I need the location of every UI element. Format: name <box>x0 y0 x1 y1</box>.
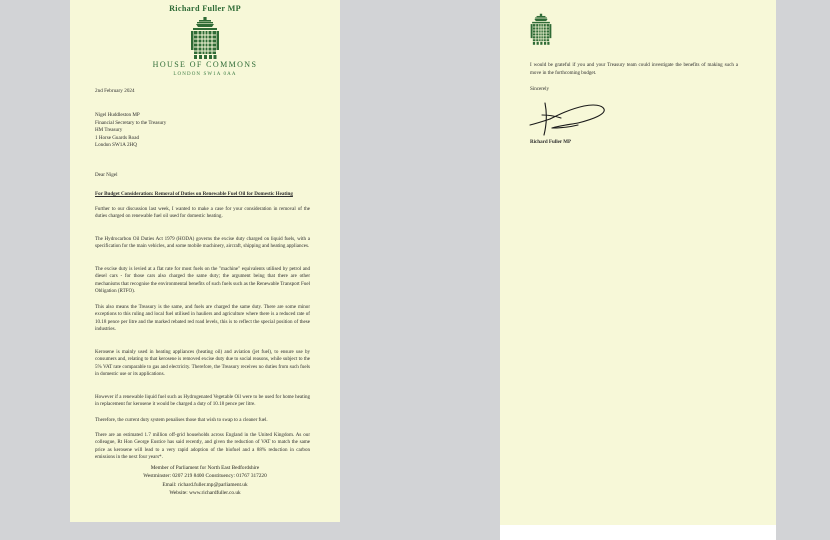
addressee-line: Nigel Huddleston MP <box>95 112 140 118</box>
viewer-background-right <box>776 0 830 540</box>
letter-signer-name: Richard Fuller MP <box>530 139 572 145</box>
letter-paragraph: I would be grateful if you and your Treasury team could investigate the benefits of making such a move in the forthcoming budget. <box>530 62 738 76</box>
document-page-1[interactable] <box>70 0 340 522</box>
portcullis-crest-icon <box>524 12 558 48</box>
footer-website[interactable]: Website: www.richardfuller.co.uk <box>169 490 241 497</box>
letter-addressee-block <box>95 112 310 150</box>
addressee-line: 1 Horse Guards Road <box>95 134 139 141</box>
letterhead-address: LONDON SW1A 0AA <box>173 72 237 77</box>
letter-subject-line: For Budget Consideration: Removal of Duties on Renewable Fuel Oil for Domestic Heating <box>95 191 293 197</box>
viewer-background-bottom <box>70 522 340 540</box>
letter-paragraph: Therefore, the current duty system penalises those that wish to swap to a cleaner fuel. <box>95 417 268 423</box>
handwritten-signature <box>528 95 638 137</box>
document-page-2[interactable] <box>500 0 776 525</box>
letter-paragraph: However if a renewable liquid fuel such as Hydrogenated Vegetable Oil were to be used for home heating in replacement for kerosene it would be charged a duty of 10.18 pence per litre. <box>95 394 310 408</box>
viewer-background-left <box>0 0 70 540</box>
letter-signoff: Sincerely <box>530 86 550 92</box>
letterhead-footer-contact <box>80 464 330 498</box>
addressee-line: London SW1A 2HQ <box>95 142 137 149</box>
letter-paragraph: There are an estimated 1.7 million off-grid households across England in the United Kingdom. As our colleague, Rt Hon George Eustice has said recently, and given the reduction of VAT to match the same price as kerosene will lead to a very rapid adoption of the biofuel and a 88% reduction in carbon emissions in the next four years*. <box>95 432 310 461</box>
letter-date: 2nd February 2024 <box>95 88 135 94</box>
letter-paragraph: The Hydrocarbon Oil Duties Act 1979 (HODA) governs the excise duty charged on liquid fuels, with a specification for the main vehicles, and some mobile machinery, aircraft, shipping and heating appliances. <box>95 236 310 250</box>
addressee-line: HM Treasury <box>95 127 123 134</box>
letterhead-institution: HOUSE OF COMMONS <box>152 60 258 69</box>
portcullis-crest-icon <box>182 16 228 62</box>
letterhead-mp-name: Richard Fuller MP <box>169 4 241 13</box>
footer-email[interactable]: Email: richard.fuller.mp@parliament.uk <box>162 481 248 488</box>
letter-paragraph: Kerosene is mainly used in heating appliances (heating oil) and aviation (jet fuel), to ensure use by consumers and, relating to that kerosene is removed excise duty due to social reasons, while subject to the 5% VAT rate comparable to gas and electricity. Therefore, the Treasury receives no duties from such fuels in domestic use or its applications. <box>95 349 310 378</box>
footer-constituency: Member of Parliament for North East Bedfordshire <box>150 465 260 471</box>
letter-paragraph: The excise duty is levied at a flat rate for most fuels on the "machine" equivalents utilised by petrol and diesel cars - for those cars also charged the same duty; the argument being that there are other mechanisms that recognise the environmental benefits of such fuels such as the Renewable Transport Fuel Obligation (RTFO). <box>95 266 310 295</box>
letter-salutation: Dear Nigel <box>95 172 118 178</box>
letter-paragraph: This also means the Treasury is the same, and fuels are charged the same duty. There are some minor exceptions to this ruling and local fuel utilised in hauliers and agriculture where there is a reduced rate of 10.18 pence per litre and the marked rebated red road levels, this is to reflect the special position of these industries. <box>95 304 310 333</box>
viewer-background-middle <box>340 0 500 540</box>
addressee-line: Financial Secretary to the Treasury <box>95 119 167 126</box>
letter-paragraph: Further to our discussion last week, I wanted to make a case for your consideration in removal of the duties charged on renewable fuel oil used for domestic heating. <box>95 206 310 220</box>
footer-phone-numbers: Westminster: 0207 219 8400 Constituency: 01767 317220 <box>143 473 267 480</box>
